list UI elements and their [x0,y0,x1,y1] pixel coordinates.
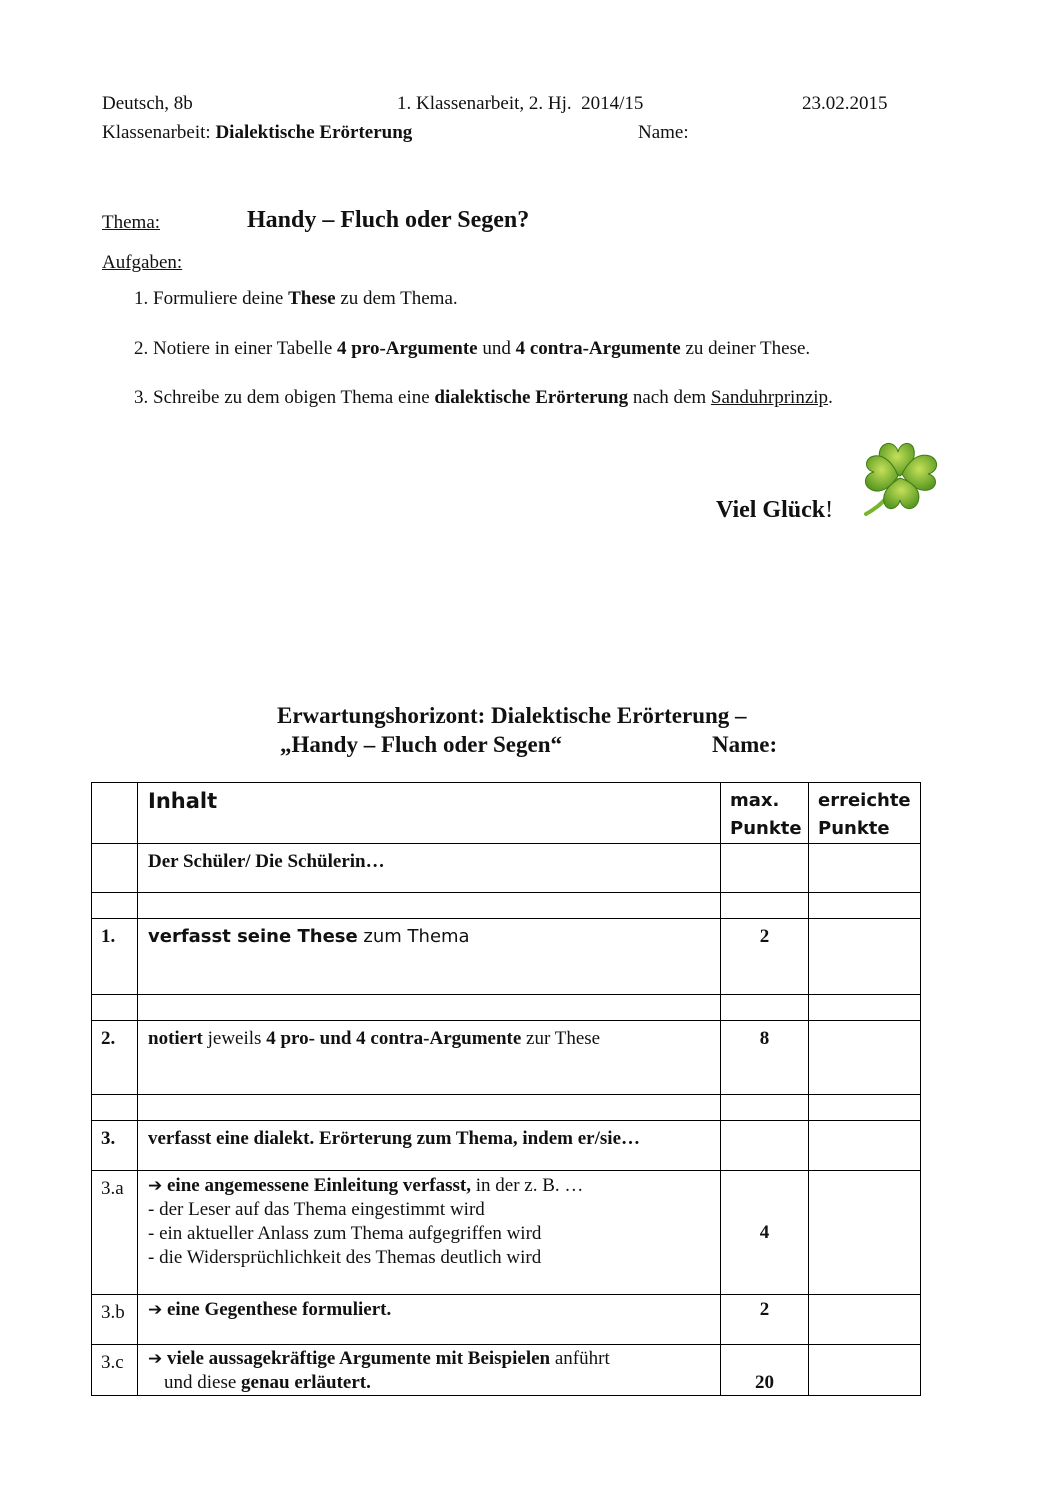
task-3 [134,387,833,409]
task-3-text: 3. Schreibe zu dem obigen Thema eine [134,387,435,408]
rubric-table [91,782,921,1396]
subject-max-cell [721,844,809,893]
topic-title: Handy – Fluch oder Segen? [247,207,530,233]
table-row [92,1121,921,1171]
row-3a-points: 4 [721,1171,809,1295]
row-3a-point-3: - die Widersprüchlichkeit des Themas deutlich wird [148,1247,542,1268]
tasks-label: Aufgaben: [102,252,183,273]
row-3c-line-1 [148,1347,720,1371]
row-3b-reached[interactable] [809,1295,921,1345]
task-2 [134,338,810,360]
row-3c-text [138,1345,721,1396]
row-3-text: verfasst eine dialekt. Erörterung zum Thema, indem er/sie… [138,1121,721,1171]
task-3-sanduhrprinzip: Sanduhrprinzip [710,387,829,408]
header-max-points [721,783,809,844]
topic-label: Thema: [102,212,161,233]
task-3-end: . [828,387,833,408]
row-3-reached [809,1121,921,1171]
table-row [92,844,921,893]
good-luck [716,497,833,524]
good-luck-exclaim: ! [825,497,834,523]
table-row [92,1295,921,1345]
name-label: Name: [638,122,689,143]
row-3a-point-2: - ein aktueller Anlass zum Thema aufgegriffen wird [148,1223,542,1244]
row-3a-text [138,1171,721,1295]
row-2-end: zur These [521,1028,601,1049]
header-reached-2: Punkte [818,818,890,839]
row-3a-reached[interactable] [809,1171,921,1295]
row-3c-bold-1: viele aussagekräftige Argumente mit Beispielen [162,1348,551,1369]
spacer-row [92,1095,921,1121]
header-num-cell [92,783,138,844]
exam-type-value: Dialektische Erörterung [215,122,413,143]
row-3c-line-2 [148,1371,720,1395]
row-3a-end: in der z. B. … [470,1175,584,1196]
rubric-title: Erwartungshorizont: Dialektische Erörterung – [277,703,747,728]
row-3b-points: 2 [721,1295,809,1345]
table-row [92,919,921,995]
rubric-name-label: Name: [712,732,778,757]
good-luck-bold: Viel Glück [716,497,826,523]
row-2-points: 8 [721,1021,809,1095]
exam-date: 23.02.2015 [802,93,888,114]
task-2-end: zu deiner These. [680,338,811,359]
arrow-right-icon: ➔ [148,1300,163,1320]
row-3c-num: 3.c [92,1345,138,1396]
task-3-mid: nach dem [628,387,711,408]
task-2-text: 2. Notiere in einer Tabelle [134,338,338,359]
row-3-num: 3. [92,1121,138,1171]
row-3b-bold: eine Gegenthese formuliert. [162,1299,392,1320]
table-row [92,1345,921,1396]
arrow-right-icon: ➔ [148,1349,163,1369]
header-reached-1: erreichte [818,790,911,811]
row-3a-first-line [148,1174,720,1198]
task-3-bold: dialektische Erörterung [434,387,629,408]
row-1-points: 2 [721,919,809,995]
row-3c-points: 20 [721,1345,809,1396]
subject-reached-cell [809,844,921,893]
row-3a-num: 3.a [92,1171,138,1295]
task-2-bold-contra: 4 contra-Argumente [515,338,681,359]
task-2-mid: und [477,338,516,359]
row-2-bold-2: 4 pro- und 4 contra-Argumente [266,1028,522,1049]
row-3a-point-1: - der Leser auf das Thema eingestimmt wird [148,1199,485,1220]
task-1-end: zu dem Thema. [335,288,458,309]
row-3c-reached[interactable] [809,1345,921,1396]
task-2-bold-pro: 4 pro-Argumente [337,338,478,359]
subject-num-cell [92,844,138,893]
task-1-text: 1. Formuliere deine [134,288,289,309]
table-row [92,1021,921,1095]
row-1-end: zum Thema [357,926,470,947]
row-1-num: 1. [92,919,138,995]
row-2-reached[interactable] [809,1021,921,1095]
row-3b-text [138,1295,721,1345]
exam-type-label: Klassenarbeit: [102,122,216,143]
spacer-row [92,893,921,919]
table-header-row [92,783,921,844]
row-3a-bold: eine angemessene Einleitung verfasst, [162,1175,471,1196]
arrow-right-icon: ➔ [148,1176,163,1196]
row-1-text [138,919,721,995]
spacer-row [92,995,921,1021]
exam-info: 1. Klassenarbeit, 2. Hj. 2014/15 [397,93,644,114]
row-1-reached[interactable] [809,919,921,995]
header-content: Inhalt [138,783,721,844]
header-reached-points [809,783,921,844]
four-leaf-clover-icon [858,432,944,520]
row-2-bold-1: notiert [148,1028,203,1049]
row-3b-num: 3.b [92,1295,138,1345]
header-max-2: Punkte [730,818,802,839]
header-max-1: max. [730,790,780,811]
subject-class: Deutsch, 8b [102,93,193,114]
exam-type [102,122,412,144]
subject-row-text: Der Schüler/ Die Schülerin… [138,844,721,893]
row-3c-bold-2: genau erläutert. [241,1372,371,1393]
row-2-mid: jeweils [202,1028,267,1049]
row-3c-end-1: anführt [550,1348,610,1369]
task-1 [134,288,458,310]
row-3-max [721,1121,809,1171]
table-row [92,1171,921,1295]
row-1-bold: verfasst seine These [148,926,358,947]
rubric-subtitle: „Handy – Fluch oder Segen“ [280,732,562,757]
row-3c-start-2: und diese [164,1372,242,1393]
task-1-bold: These [288,288,336,309]
row-2-text [138,1021,721,1095]
row-2-num: 2. [92,1021,138,1095]
